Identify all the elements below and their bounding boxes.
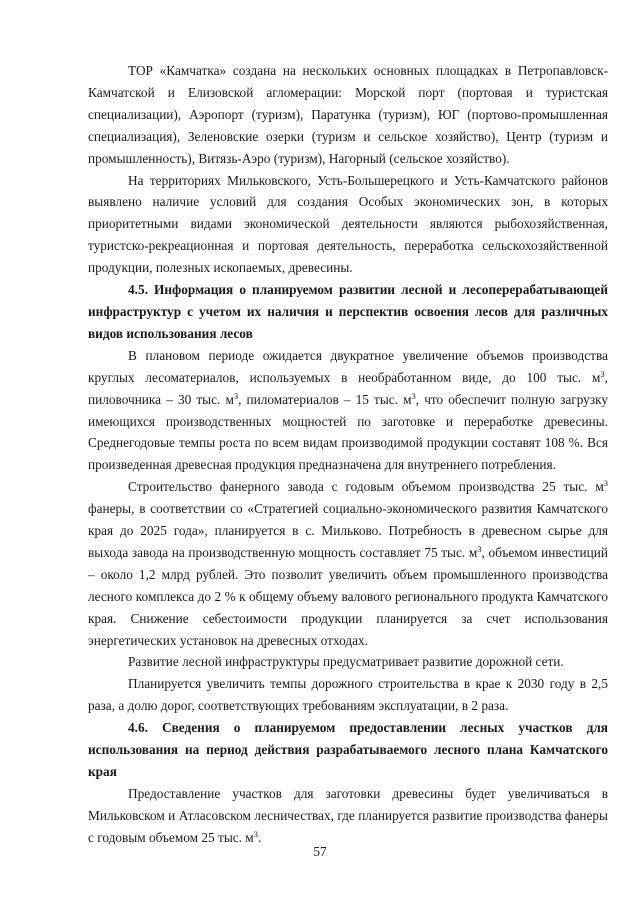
paragraph-forest-infrastructure: Развитие лесной инфраструктуры предусматривает развитие дорожной сети. bbox=[128, 654, 564, 670]
text-segment: , объемом инвестиций – около 1,2 млрд рублей. Это позволит увеличить объем промышленного производства лесного комплекса до 2 % к общему объему валового регионального продукта Камчатского края. Снижение себестоимости продукции планируется за счет использования энергетических установок на древесных отходах. bbox=[88, 544, 608, 648]
paragraph-tor-kamchatka: ТОР «Камчатка» создана на нескольких основных площадках в Петропавловск-Камчатской и Елизовской агломерации: Морской порт (портовая и туристская специализации), Аэропорт (туризм), Паратунка (туризм), ЮГ (портово-промышленная специализация), Зеленовские озерки (туризм и сельское хозяйство), Центр (туризм и промышленность), Витязь-Аэро (туризм), Нагорный (сельское хозяйство). bbox=[88, 63, 608, 166]
superscript: 3 bbox=[477, 543, 482, 554]
superscript: 3 bbox=[411, 390, 416, 401]
text-segment: В плановом периоде ожидается двукратное увеличение объемов производства круглых лесоматериалов, используемых в необработанном виде, до 100 тыс. м bbox=[88, 347, 608, 385]
paragraph-special-economic-zones: На территориях Мильковского, Усть-Большерецкого и Усть-Камчатского районов выявлено наличие условий для создания Особых экономических зон, в которых приоритетными видами экономической деятельности являются рыбохозяйственная, туристско-рекреационная и портовая деятельность, переработка сельскохозяйственной продукции, полезных ископаемых, древесины. bbox=[88, 172, 608, 276]
superscript: 3 bbox=[603, 478, 608, 489]
section-heading-4-5: 4.5. Информация о планируемом развитии лесной и лесоперерабатывающей инфраструктур с учетом их наличия и перспектив освоения лесов для различных видов использования лесов bbox=[88, 282, 608, 341]
paragraph-road-construction: Планируется увеличить темпы дорожного строительства в крае к 2030 году в 2,5 раза, а долю дорог, соответствующих требованиям эксплуатации, в 2 раза. bbox=[88, 676, 608, 714]
paragraph-timber-production bbox=[88, 345, 608, 476]
text-segment: Строительство фанерного завода с годовым объемом производства 25 тыс. м bbox=[128, 479, 604, 495]
text-segment: , пиломатериалов – 15 тыс. м bbox=[238, 391, 412, 407]
superscript: 3 bbox=[233, 390, 239, 401]
text-segment: Предоставление участков для заготовки древесины будет увеличиваться в Мильковском и Атласовском лесничествах, где планируется развитие производства фанеры с годовым объемом 25 тыс. м bbox=[88, 785, 608, 845]
section-heading-4-6: 4.6. Сведения о планируемом предоставлении лесных участков для использования на период действия разрабатываемого лесного плана Камчатского края bbox=[88, 720, 608, 779]
page-number: 57 bbox=[313, 844, 327, 859]
text-segment: . bbox=[257, 829, 262, 845]
superscript: 3 bbox=[600, 368, 605, 379]
superscript: 3 bbox=[253, 828, 258, 839]
paragraph-land-allocation bbox=[88, 783, 608, 849]
text-segment: , пиловочника – 30 тыс. м bbox=[88, 369, 608, 407]
text-segment: , что обеспечит полную загрузку имеющихся производственных мощностей по заготовке и переработке древесины. Среднегодовые темпы роста по всем видам производимой продукции составят 108 %. Вся произведенная древесная продукция предназначена для внутреннего потребления. bbox=[88, 391, 608, 473]
text-segment: фанеры, в соответствии со «Стратегией социально-экономического развития Камчатского края до 2025 года», планируется в с. Мильково. Потребность в древесном сырье для выхода завода на производственную мощность составляет 75 тыс. м bbox=[88, 501, 608, 560]
document-body bbox=[88, 60, 608, 849]
paragraph-plywood-plant bbox=[88, 476, 608, 651]
